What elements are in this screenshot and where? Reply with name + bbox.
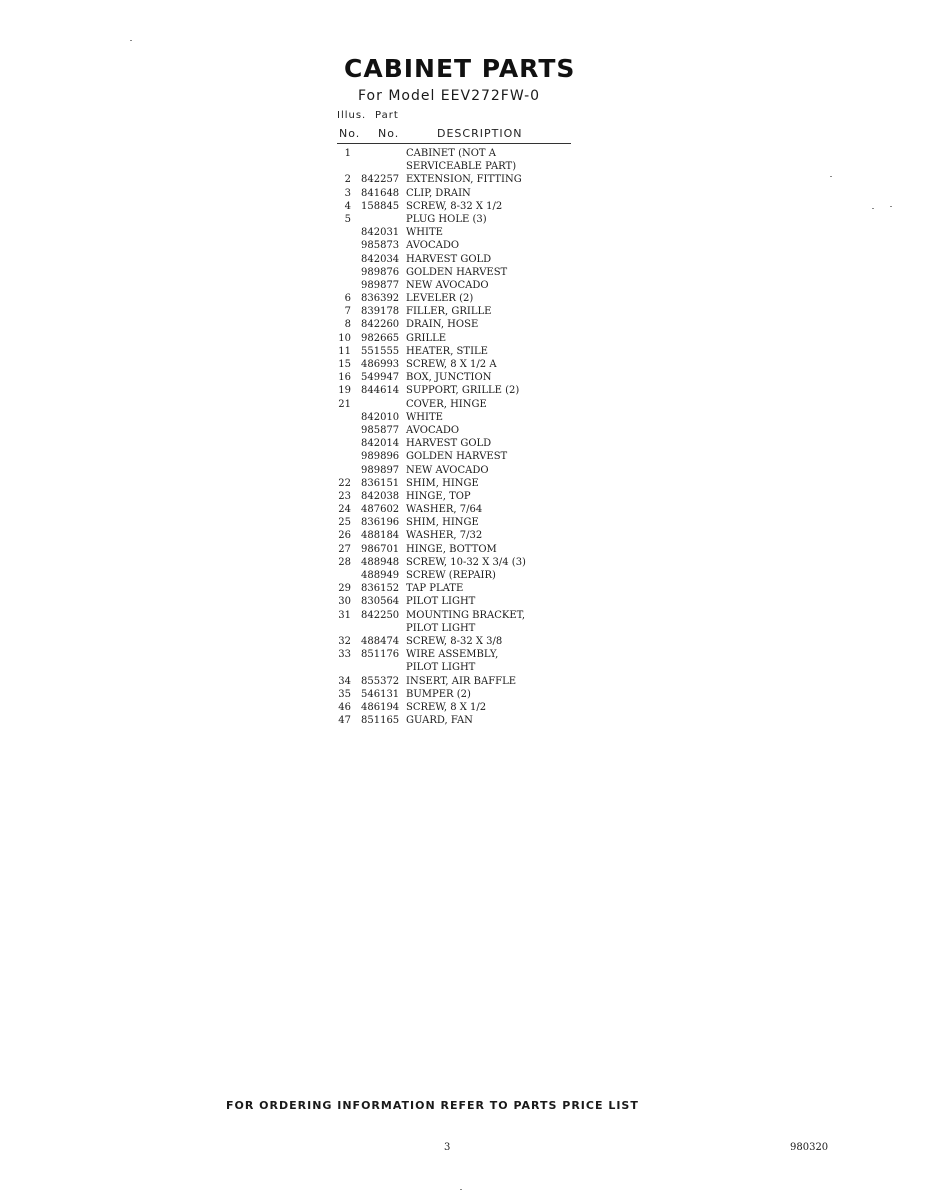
illus-number: 24	[338, 504, 351, 516]
part-description: BUMPER (2)	[406, 688, 471, 700]
part-no-header: No.	[378, 127, 400, 140]
part-description: LEVELER (2)	[406, 293, 474, 305]
part-description: WHITE	[406, 411, 443, 423]
table-row	[337, 701, 577, 714]
part-description: HEATER, STILE	[406, 345, 488, 357]
parts-list	[337, 147, 577, 727]
part-header: Part	[375, 110, 399, 121]
part-description: HARVEST GOLD	[406, 438, 492, 450]
document-number: 980320	[790, 1142, 829, 1153]
part-description: PILOT LIGHT	[406, 596, 476, 608]
illus-number: 21	[338, 398, 351, 410]
table-row	[337, 609, 577, 622]
part-number: 836196	[361, 517, 400, 529]
part-description: PILOT LIGHT	[406, 662, 476, 674]
table-row	[337, 556, 577, 569]
table-row	[337, 213, 577, 226]
table-row	[337, 318, 577, 331]
description-header: DESCRIPTION	[437, 127, 523, 140]
part-description: WASHER, 7/32	[406, 530, 483, 542]
table-row	[337, 516, 577, 529]
table-row	[337, 398, 577, 411]
scan-speck	[872, 208, 874, 209]
part-number: 488949	[361, 570, 400, 581]
table-row	[337, 266, 577, 279]
page-number: 3	[444, 1142, 451, 1153]
part-number: 158845	[361, 200, 400, 212]
table-row	[337, 345, 577, 358]
table-row	[337, 200, 577, 213]
part-description: CABINET (NOT A	[406, 148, 496, 159]
part-number: 986701	[361, 543, 400, 555]
part-description: NEW AVOCADO	[406, 464, 489, 476]
part-number: 836151	[361, 477, 400, 489]
part-description: SCREW (REPAIR)	[406, 570, 496, 581]
table-row	[337, 358, 577, 371]
part-number	[361, 213, 406, 226]
illus-number	[337, 424, 361, 437]
table-row	[337, 490, 577, 503]
part-description: WASHER, 7/64	[406, 504, 483, 516]
table-row	[337, 305, 577, 318]
part-number: 486194	[361, 701, 400, 713]
illus-number: 5	[344, 213, 351, 225]
table-row	[337, 477, 577, 490]
part-number: 989876	[361, 266, 400, 278]
part-number: 487602	[361, 504, 400, 516]
part-number	[361, 160, 406, 173]
part-number: 855372	[361, 675, 400, 687]
part-number	[361, 661, 406, 674]
part-number: 842010	[361, 411, 400, 423]
illus-number: 19	[338, 385, 351, 397]
illus-no-header: No.	[339, 127, 361, 140]
illus-number: 2	[344, 174, 351, 186]
part-number: 836392	[361, 293, 400, 305]
part-number: 839178	[361, 306, 400, 318]
part-description: SCREW, 10-32 X 3/4 (3)	[406, 556, 526, 568]
table-row	[337, 543, 577, 556]
part-number	[361, 398, 406, 411]
part-number: 985873	[361, 240, 400, 252]
part-number: 486993	[361, 359, 400, 370]
table-row	[337, 147, 577, 160]
illus-number: 7	[344, 306, 351, 318]
ordering-note: FOR ORDERING INFORMATION REFER TO PARTS PRICE LIST	[226, 1099, 639, 1112]
part-description: SERVICEABLE PART)	[406, 161, 517, 173]
part-description: AVOCADO	[406, 240, 460, 252]
part-description: DRAIN, HOSE	[406, 319, 479, 331]
illus-number	[337, 450, 361, 463]
illus-number: 30	[338, 596, 351, 608]
part-number: 836152	[361, 583, 400, 595]
table-row	[337, 226, 577, 239]
part-description: GOLDEN HARVEST	[406, 451, 508, 463]
part-number	[361, 147, 406, 160]
table-row	[337, 582, 577, 595]
illus-number: 35	[338, 688, 351, 700]
part-description: SHIM, HINGE	[406, 477, 479, 489]
illus-number	[337, 437, 361, 450]
table-row	[337, 648, 577, 661]
part-description: HINGE, TOP	[406, 490, 471, 502]
illus-number	[337, 661, 361, 674]
part-description: SCREW, 8-32 X 3/8	[406, 635, 503, 647]
part-number: 989896	[361, 451, 400, 463]
illus-number: 4	[344, 200, 351, 212]
part-number: 841648	[361, 187, 400, 199]
part-description: AVOCADO	[406, 424, 460, 436]
part-description: NEW AVOCADO	[406, 279, 489, 291]
part-number: 844614	[361, 385, 400, 397]
part-number: 851176	[361, 649, 400, 661]
table-row	[337, 160, 577, 173]
illus-number	[337, 464, 361, 477]
part-number: 989877	[361, 279, 400, 291]
part-description: EXTENSION, FITTING	[406, 174, 522, 186]
part-description: SCREW, 8 X 1/2	[406, 701, 487, 713]
illus-number: 23	[338, 490, 351, 502]
part-number: 842038	[361, 490, 400, 502]
scan-speck	[830, 176, 832, 177]
illus-number: 32	[338, 635, 351, 647]
part-number: 989897	[361, 464, 400, 476]
table-row	[337, 239, 577, 252]
part-number: 842257	[361, 174, 400, 186]
illus-number	[337, 226, 361, 239]
illus-number: 25	[338, 517, 351, 529]
table-row	[337, 503, 577, 516]
part-description: SHIM, HINGE	[406, 517, 479, 529]
illus-number: 29	[338, 583, 351, 595]
part-description: COVER, HINGE	[406, 398, 487, 410]
part-description: GOLDEN HARVEST	[406, 266, 508, 278]
illus-number: 10	[338, 332, 351, 344]
part-description: INSERT, AIR BAFFLE	[406, 675, 517, 687]
illus-number	[337, 266, 361, 279]
illus-number: 26	[338, 530, 351, 542]
page-title: CABINET PARTS	[344, 54, 576, 83]
table-row	[337, 635, 577, 648]
illus-number	[337, 279, 361, 292]
part-number: 842014	[361, 438, 400, 450]
part-description: SUPPORT, GRILLE (2)	[406, 385, 520, 397]
part-description: MOUNTING BRACKET,	[406, 609, 526, 621]
part-number: 830564	[361, 596, 400, 608]
part-description: SCREW, 8-32 X 1/2	[406, 200, 503, 212]
table-row	[337, 411, 577, 424]
table-row	[337, 714, 577, 727]
part-description: TAP PLATE	[406, 583, 464, 595]
illus-number: 11	[338, 345, 351, 357]
illus-number	[337, 569, 361, 582]
illus-number: 31	[338, 609, 351, 621]
illus-number	[337, 160, 361, 173]
illus-number: 8	[344, 319, 351, 331]
part-description: HARVEST GOLD	[406, 253, 492, 265]
part-number: 982665	[361, 332, 400, 344]
table-row	[337, 437, 577, 450]
illus-number	[337, 622, 361, 635]
illus-number: 47	[338, 715, 351, 727]
illus-number: 28	[338, 556, 351, 568]
table-row	[337, 332, 577, 345]
part-description: WIRE ASSEMBLY,	[406, 649, 499, 661]
table-row	[337, 371, 577, 384]
part-number: 546131	[361, 688, 400, 700]
part-description: GRILLE	[406, 332, 447, 344]
illus-number: 6	[344, 293, 351, 305]
illus-number: 22	[338, 477, 351, 489]
table-row	[337, 675, 577, 688]
table-row	[337, 529, 577, 542]
part-number: 851165	[361, 715, 400, 727]
part-number: 488948	[361, 556, 400, 568]
table-row	[337, 595, 577, 608]
part-number: 985877	[361, 424, 400, 436]
header-rule	[337, 143, 571, 144]
part-description: HINGE, BOTTOM	[406, 543, 497, 555]
part-number	[361, 622, 406, 635]
illus-number: 3	[344, 187, 351, 199]
part-number: 488474	[361, 635, 400, 647]
table-row	[337, 464, 577, 477]
scan-speck	[460, 1189, 462, 1190]
table-row	[337, 279, 577, 292]
illus-number: 46	[338, 701, 351, 713]
table-row	[337, 661, 577, 674]
table-row	[337, 253, 577, 266]
part-description: CLIP, DRAIN	[406, 187, 471, 199]
table-row	[337, 173, 577, 186]
illus-number: 15	[338, 359, 351, 370]
part-number: 488184	[361, 530, 400, 542]
part-description: WHITE	[406, 227, 443, 239]
table-row	[337, 187, 577, 200]
table-row	[337, 450, 577, 463]
illus-number: 16	[338, 372, 351, 384]
illus-number	[337, 239, 361, 252]
part-number: 842031	[361, 227, 400, 239]
part-number: 842034	[361, 253, 400, 265]
scan-speck	[890, 206, 892, 207]
table-row	[337, 688, 577, 701]
part-description: BOX, JUNCTION	[406, 372, 492, 384]
illus-number: 34	[338, 675, 351, 687]
table-row	[337, 622, 577, 635]
illus-number: 1	[344, 148, 351, 159]
table-row	[337, 384, 577, 397]
illus-number	[337, 411, 361, 424]
part-description: PILOT LIGHT	[406, 622, 476, 634]
table-row	[337, 292, 577, 305]
part-description: FILLER, GRILLE	[406, 306, 492, 318]
part-number: 842260	[361, 319, 400, 331]
part-number: 842250	[361, 609, 400, 621]
part-number: 551555	[361, 345, 400, 357]
table-row	[337, 569, 577, 582]
illus-number: 27	[338, 543, 351, 555]
part-description: SCREW, 8 X 1/2 A	[406, 359, 497, 370]
part-description: GUARD, FAN	[406, 715, 473, 727]
table-row	[337, 424, 577, 437]
illus-number: 33	[338, 649, 351, 661]
part-description: PLUG HOLE (3)	[406, 213, 487, 225]
illus-header: Illus.	[337, 110, 367, 121]
illus-number	[337, 253, 361, 266]
part-number: 549947	[361, 372, 400, 384]
scan-speck	[130, 40, 132, 41]
model-subtitle: For Model EEV272FW-0	[358, 88, 541, 104]
